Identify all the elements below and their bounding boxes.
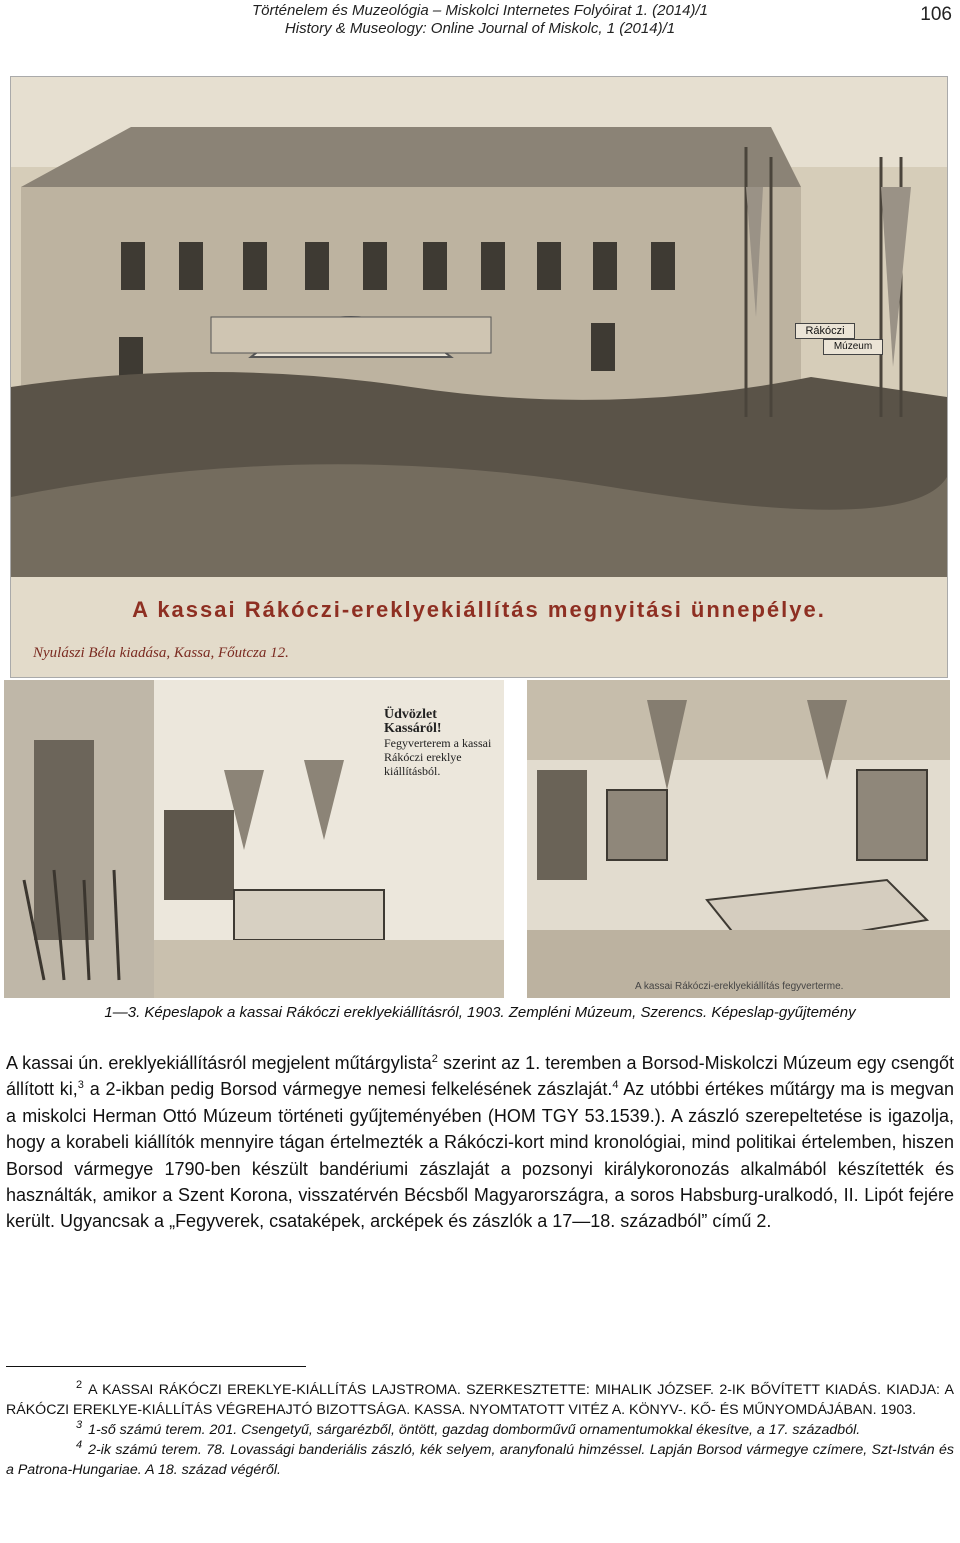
page-number: 106 bbox=[920, 4, 952, 25]
footnote-2-number: 2 bbox=[76, 1379, 83, 1392]
photo-weapons-hall-right bbox=[527, 680, 950, 998]
footnote-3 bbox=[6, 1420, 954, 1440]
footnote-2-text: A KASSAI RÁKÓCZI EREKLYE-KIÁLLÍTÁS LAJSTROMA. SZERKESZTETTE: MIHALIK JÓZSEF. 2-IK BŐVÍTETT KIADÁS. KIADJA: A RÁKÓCZI EREKLYE-KIÁLLÍTÁS VÉGREHAJTÓ BIZOTTSÁGA. KASSA. NYOMTATOTT VITÉZ A. KÖNYV-. KŐ- ÉS MŰNYOMDÁJÁBAN. 1903. bbox=[6, 1382, 954, 1418]
footnotes bbox=[6, 1380, 954, 1480]
footnote-3-text: 1-ső számú terem. 201. Csengetyű, sárgarézből, öntött, gazdag domborművű ornamentumokkal ékesítve, a 17. századból. bbox=[88, 1422, 861, 1438]
postcard-publisher: Nyulászi Béla kiadása, Kassa, Főutcza 12. bbox=[33, 645, 289, 661]
rakoczi-sign: Rákóczi bbox=[795, 323, 855, 339]
postcard-greeting-note bbox=[384, 708, 494, 778]
footnote-4-text: 2-ik számú terem. 78. Lovassági banderiális zászló, kék selyem, aranyfonalú himzéssel. Lapján Borsod vármegye czímere, Szt-István és a Patrona-Hungariae. A 18. század végéről. bbox=[6, 1442, 954, 1478]
footnote-2 bbox=[6, 1380, 954, 1420]
figure-caption: 1—3. Képeslapok a kassai Rákóczi ereklyekiállításról, 1903. Zempléni Múzeum, Szerencs. Képeslap-gyűjtemény bbox=[104, 1004, 856, 1021]
photo-weapons-hall-left bbox=[4, 680, 504, 998]
footnote-3-number: 3 bbox=[76, 1419, 83, 1432]
greeting-title: Üdvözlet Kassáról! bbox=[384, 707, 442, 736]
photo-opening-ceremony bbox=[10, 76, 948, 678]
greeting-body: Fegyverterem a kassai Rákóczi ereklye kiállításból. bbox=[384, 736, 492, 778]
footnote-4-number: 4 bbox=[76, 1439, 83, 1452]
armory-illustration bbox=[527, 680, 950, 998]
armory-postcard-caption: A kassai Rákóczi-ereklyekiállítás fegyverterme. bbox=[635, 981, 844, 992]
footnote-ref-2[interactable]: 2 bbox=[431, 1053, 438, 1065]
museum-sign: Múzeum bbox=[823, 339, 883, 355]
footnote-separator bbox=[6, 1366, 306, 1367]
footnote-ref-3[interactable]: 3 bbox=[77, 1079, 84, 1092]
body-text-part-2: szerint az 1. teremben a Borsod-Miskolczi Múzeum egy csengőt állított ki, bbox=[6, 1053, 954, 1100]
body-text-part-3: a 2-ikban pedig Borsod vármegye nemesi felkelésének zászlaját. bbox=[83, 1079, 613, 1100]
body-paragraph bbox=[6, 1050, 954, 1235]
body-text-part-4: Az utóbbi értékes műtárgy ma is megvan a miskolci Herman Ottó Múzeum történeti gyűjteményében (HOM TGY 53.1539.). A zászló szerepeltetése is igazolja, hogy a korabeli kiállítók mennyire tágan értelmezték a Rákóczi-kort mind kronológiai, mind politikai értelemben, hiszen Borsod vármegye 1790-ben készült bandériumi zászlaját a pozsonyi királykoronozás alkalmából készítették és használták, amikor a Szent Korona, visszatérvén Bécsből Magyarországra, a soros Habsburg-uralkodó, II. Lipót fejére került. Ugyancsak a „Fegyverek, csataképek, arcképek és zászlók a 17—18. századból” című 2. bbox=[6, 1079, 954, 1232]
body-text-part-1: A kassai ún. ereklyekiállításról megjelent műtárgylista bbox=[6, 1053, 432, 1073]
journal-header-en: History & Museology: Online Journal of Miskolc, 1 (2014)/1 bbox=[284, 20, 676, 37]
journal-header-hu: Történelem és Muzeológia – Miskolci Internetes Folyóirat 1. (2014)/1 bbox=[251, 2, 709, 19]
footnote-ref-4[interactable]: 4 bbox=[612, 1079, 619, 1092]
footnote-4 bbox=[6, 1440, 954, 1480]
ceremony-illustration bbox=[11, 77, 947, 677]
postcard-title: A kassai Rákóczi-ereklyekiállítás megnyitási ünnepélye. bbox=[132, 597, 826, 622]
